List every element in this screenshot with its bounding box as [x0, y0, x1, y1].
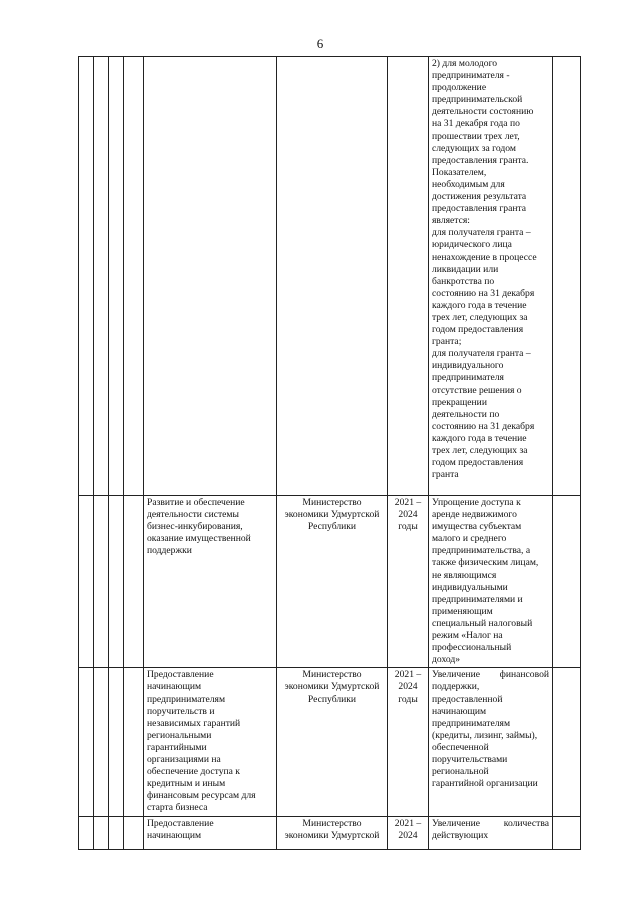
extra-cell — [553, 817, 581, 850]
code-cell-3 — [109, 57, 124, 496]
result-cell: Упрощение доступа к аренде недвижимого имущества субъектам малого и среднего предпринимательства, а также физическим лицам, не являющимся индивидуальными предпринимателями и применяющим специальный налоговый режим «Налог на профессиональный доход» — [429, 496, 553, 668]
page-number: 6 — [316, 36, 324, 51]
code-cell-4 — [124, 496, 144, 668]
code-cell-1 — [79, 57, 94, 496]
code-cell-3 — [109, 668, 124, 817]
result-first-line: Увеличение финансовой — [432, 669, 549, 681]
executor-cell: Министерство экономики Удмуртской Республики — [277, 668, 388, 817]
executor-cell — [277, 57, 388, 496]
code-cell-1 — [79, 496, 94, 668]
period-cell: 2021 – 2024 — [388, 817, 429, 850]
activity-cell — [144, 57, 277, 496]
table-row — [79, 817, 581, 850]
result-first-line: Увеличение количества — [432, 818, 549, 830]
extra-cell — [553, 57, 581, 496]
code-cell-3 — [109, 817, 124, 850]
code-cell-1 — [79, 817, 94, 850]
code-cell-4 — [124, 668, 144, 817]
code-cell-2 — [94, 496, 109, 668]
result-rest: поддержки, предоставленной начинающим предпринимателям (кредиты, лизинг, займы), обеспеченной поручительствами региональной гарантийной организации — [432, 681, 538, 790]
code-cell-2 — [94, 57, 109, 496]
result-rest: действующих — [432, 830, 489, 842]
measures-table — [78, 56, 581, 850]
result-cell — [429, 668, 553, 817]
code-cell-2 — [94, 817, 109, 850]
period-cell: 2021 – 2024 годы — [388, 668, 429, 817]
activity-cell: Развитие и обеспечение деятельности системы бизнес-инкубирования, оказание имущественной поддержки — [144, 496, 277, 668]
code-cell-4 — [124, 817, 144, 850]
executor-cell: Министерство экономики Удмуртской — [277, 817, 388, 850]
table-row — [79, 668, 581, 817]
result-cell: 2) для молодого предпринимателя - продолжение предпринимательской деятельности состоянию на 31 декабря года по прошествии трех лет, следующих за годом предоставления гранта. Показателем, необходимым для достижения результата предоставления гранта является: для получателя гранта – юридического лица ненахождение в процессе ликвидации или банкротства по состоянию на 31 декабря каждого года в течение трех лет, следующих за годом предоставления гранта; для получателя гранта – индивидуального предпринимателя отсутствие решения о прекращении деятельности по состоянию на 31 декабря каждого года в течение трех лет, следующих за годом предоставления гранта — [429, 57, 553, 496]
period-cell — [388, 57, 429, 496]
code-cell-4 — [124, 57, 144, 496]
period-cell: 2021 – 2024 годы — [388, 496, 429, 668]
code-cell-3 — [109, 496, 124, 668]
executor-cell: Министерство экономики Удмуртской Республики — [277, 496, 388, 668]
code-cell-1 — [79, 668, 94, 817]
activity-cell: Предоставление начинающим — [144, 817, 277, 850]
code-cell-2 — [94, 668, 109, 817]
result-cell — [429, 817, 553, 850]
extra-cell — [553, 496, 581, 668]
extra-cell — [553, 668, 581, 817]
activity-cell: Предоставление начинающим предпринимателям поручительств и независимых гарантий региональными гарантийными организациями на обеспечение доступа к кредитным и иным финансовым ресурсам для старта бизнеса — [144, 668, 277, 817]
table-row — [79, 57, 581, 496]
table-row — [79, 496, 581, 668]
